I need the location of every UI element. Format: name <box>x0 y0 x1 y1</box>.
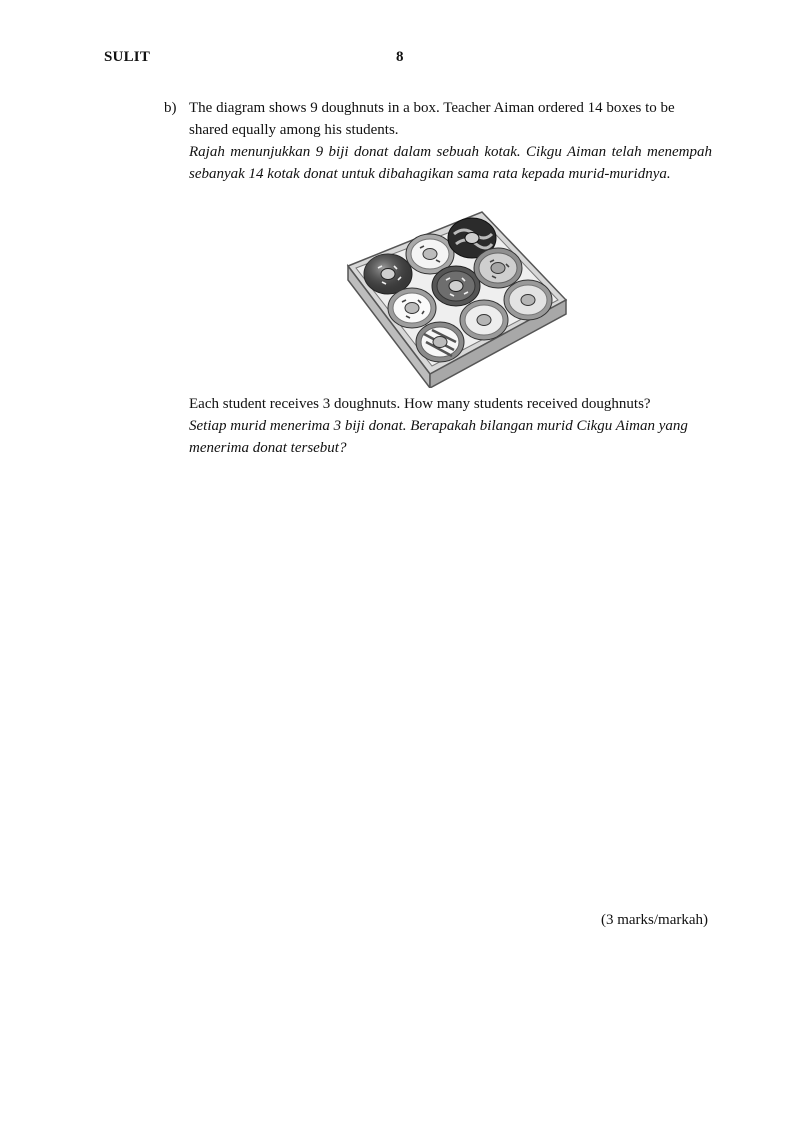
header-label: SULIT <box>104 49 151 65</box>
question-body <box>189 97 712 185</box>
doughnut-box-diagram <box>344 208 570 388</box>
followup-question <box>189 393 712 459</box>
question-label: b) <box>164 100 177 116</box>
followup-text-malay: Setiap murid menerima 3 biji donat. Berapakah bilangan murid Cikgu Aiman yang menerima donat tersebut? <box>189 418 688 456</box>
marks-allocation: (3 marks/markah) <box>600 912 708 928</box>
page-number: 8 <box>396 49 404 65</box>
question-text-malay: Rajah menunjukkan 9 biji donat dalam sebuah kotak. Cikgu Aiman telah menempah sebanyak 14 kotak donat untuk dibahagikan sama rata kepada murid-muridnya. <box>189 144 712 182</box>
question-text-english: The diagram shows 9 doughnuts in a box. Teacher Aiman ordered 14 boxes to be shared equally among his students. <box>189 100 675 138</box>
question-b <box>164 97 712 185</box>
followup-text-english: Each student receives 3 doughnuts. How many students received doughnuts? <box>189 396 651 412</box>
doughnut-box-icon <box>344 208 570 388</box>
